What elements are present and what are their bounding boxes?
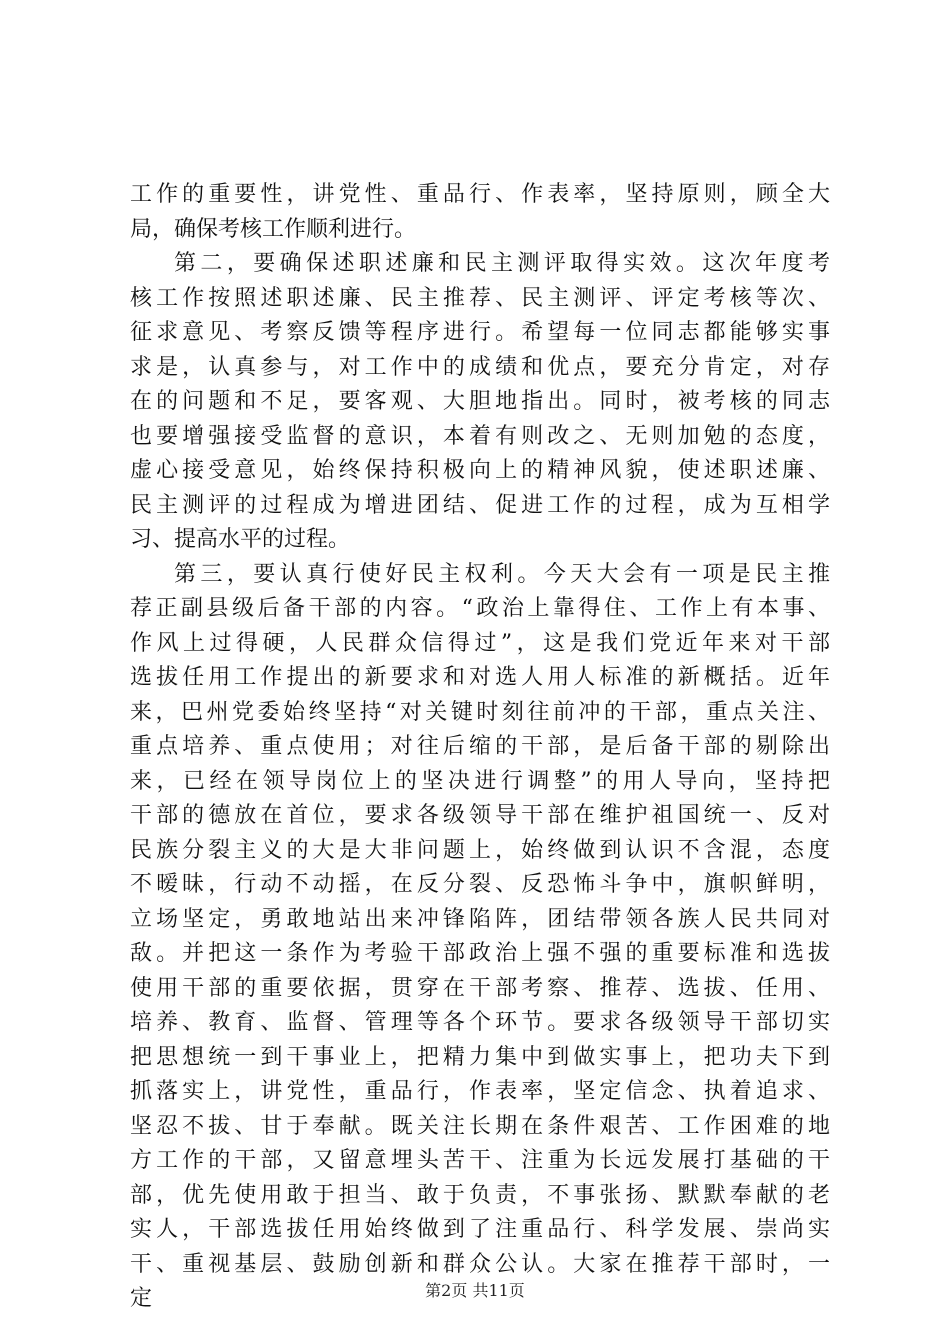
text-line: 来，已经在领导岗位上的坚决进行调整”的用人导向，坚持把	[130, 768, 830, 794]
text-line: 把思想统一到干事业上，把精力集中到做实事上，把功夫下到	[130, 1044, 830, 1070]
text-line: 部，优先使用敢于担当、敢于负责，不事张扬、默默奉献的老	[130, 1182, 830, 1208]
text-line: 定	[130, 1286, 153, 1311]
text-line: 使用干部的重要依据，贯穿在干部考察、推荐、选拔、任用、	[130, 975, 830, 1001]
text-line: 选拔任用工作提出的新要求和对选人用人标准的新概括。近年	[130, 665, 830, 690]
text-line: 敌。并把这一条作为考验干部政治上强不强的重要标准和选拔	[130, 941, 830, 966]
text-line: 培养、教育、监督、管理等各个环节。要求各级领导干部切实	[130, 1010, 830, 1035]
text-line: 立场坚定，勇敢地站出来冲锋陷阵，团结带领各族人民共同对	[130, 906, 830, 932]
paragraph-start-line: 第二，要确保述职述廉和民主测评取得实效。这次年度考	[174, 251, 830, 276]
text-line: 重点培养、重点使用；对往后缩的干部，是后备干部的剔除出	[130, 734, 830, 759]
text-line: 征求意见、考察反馈等程序进行。希望每一位同志都能够实事	[130, 320, 830, 345]
text-line: 在的问题和不足，要客观、大胆地指出。同时，被考核的同志	[130, 389, 830, 414]
paragraph-start-line: 第三，要认真行使好民主权利。今天大会有一项是民主推	[174, 561, 830, 587]
text-line: 不暧昧，行动不动摇，在反分裂、反恐怖斗争中，旗帜鲜明，	[130, 872, 830, 897]
text-line: 核工作按照述职述廉、民主推荐、民主测评、评定考核等次、	[130, 285, 830, 311]
text-line: 来，巴州党委始终坚持“对关键时刻往前冲的干部，重点关注、	[130, 699, 830, 725]
document-body	[130, 178, 830, 1317]
page-number-footer: 第2页 共11页	[425, 1281, 525, 1300]
text-line: 坚忍不拔、甘于奉献。既关注长期在条件艰苦、工作困难的地	[130, 1113, 830, 1139]
text-line: 民主测评的过程成为增进团结、促进工作的过程，成为互相学	[130, 492, 830, 518]
text-line: 实人，干部选拔任用始终做到了注重品行、科学发展、崇尚实	[130, 1217, 830, 1242]
text-line: 也要增强接受监督的意识，本着有则改之、无则加勉的态度，	[130, 423, 830, 449]
text-line: 习、提高水平的过程。	[130, 527, 351, 552]
text-line: 荐正副县级后备干部的内容。“政治上靠得住、工作上有本事、	[130, 596, 830, 621]
text-line: 虚心接受意见，始终保持积极向上的精神风貌，使述职述廉、	[130, 458, 830, 483]
text-line: 干、重视基层、鼓励创新和群众公认。大家在推荐干部时，一	[130, 1251, 830, 1277]
text-line: 民族分裂主义的大是大非问题上，始终做到认识不含混，态度	[130, 837, 830, 863]
text-line: 方工作的干部，又留意埋头苦干、注重为长远发展打基础的干	[130, 1148, 830, 1173]
text-line: 局，确保考核工作顺利进行。	[130, 216, 417, 242]
text-line: 抓落实上，讲党性，重品行，作表率，坚定信念、执着追求、	[130, 1079, 830, 1104]
text-line: 工作的重要性，讲党性、重品行、作表率，坚持原则，顾全大	[130, 182, 830, 207]
text-line: 求是，认真参与，对工作中的成绩和优点，要充分肯定，对存	[130, 354, 830, 380]
text-line: 作风上过得硬，人民群众信得过”，这是我们党近年来对干部	[130, 630, 830, 656]
text-line: 干部的德放在首位，要求各级领导干部在维护祖国统一、反对	[130, 803, 830, 828]
